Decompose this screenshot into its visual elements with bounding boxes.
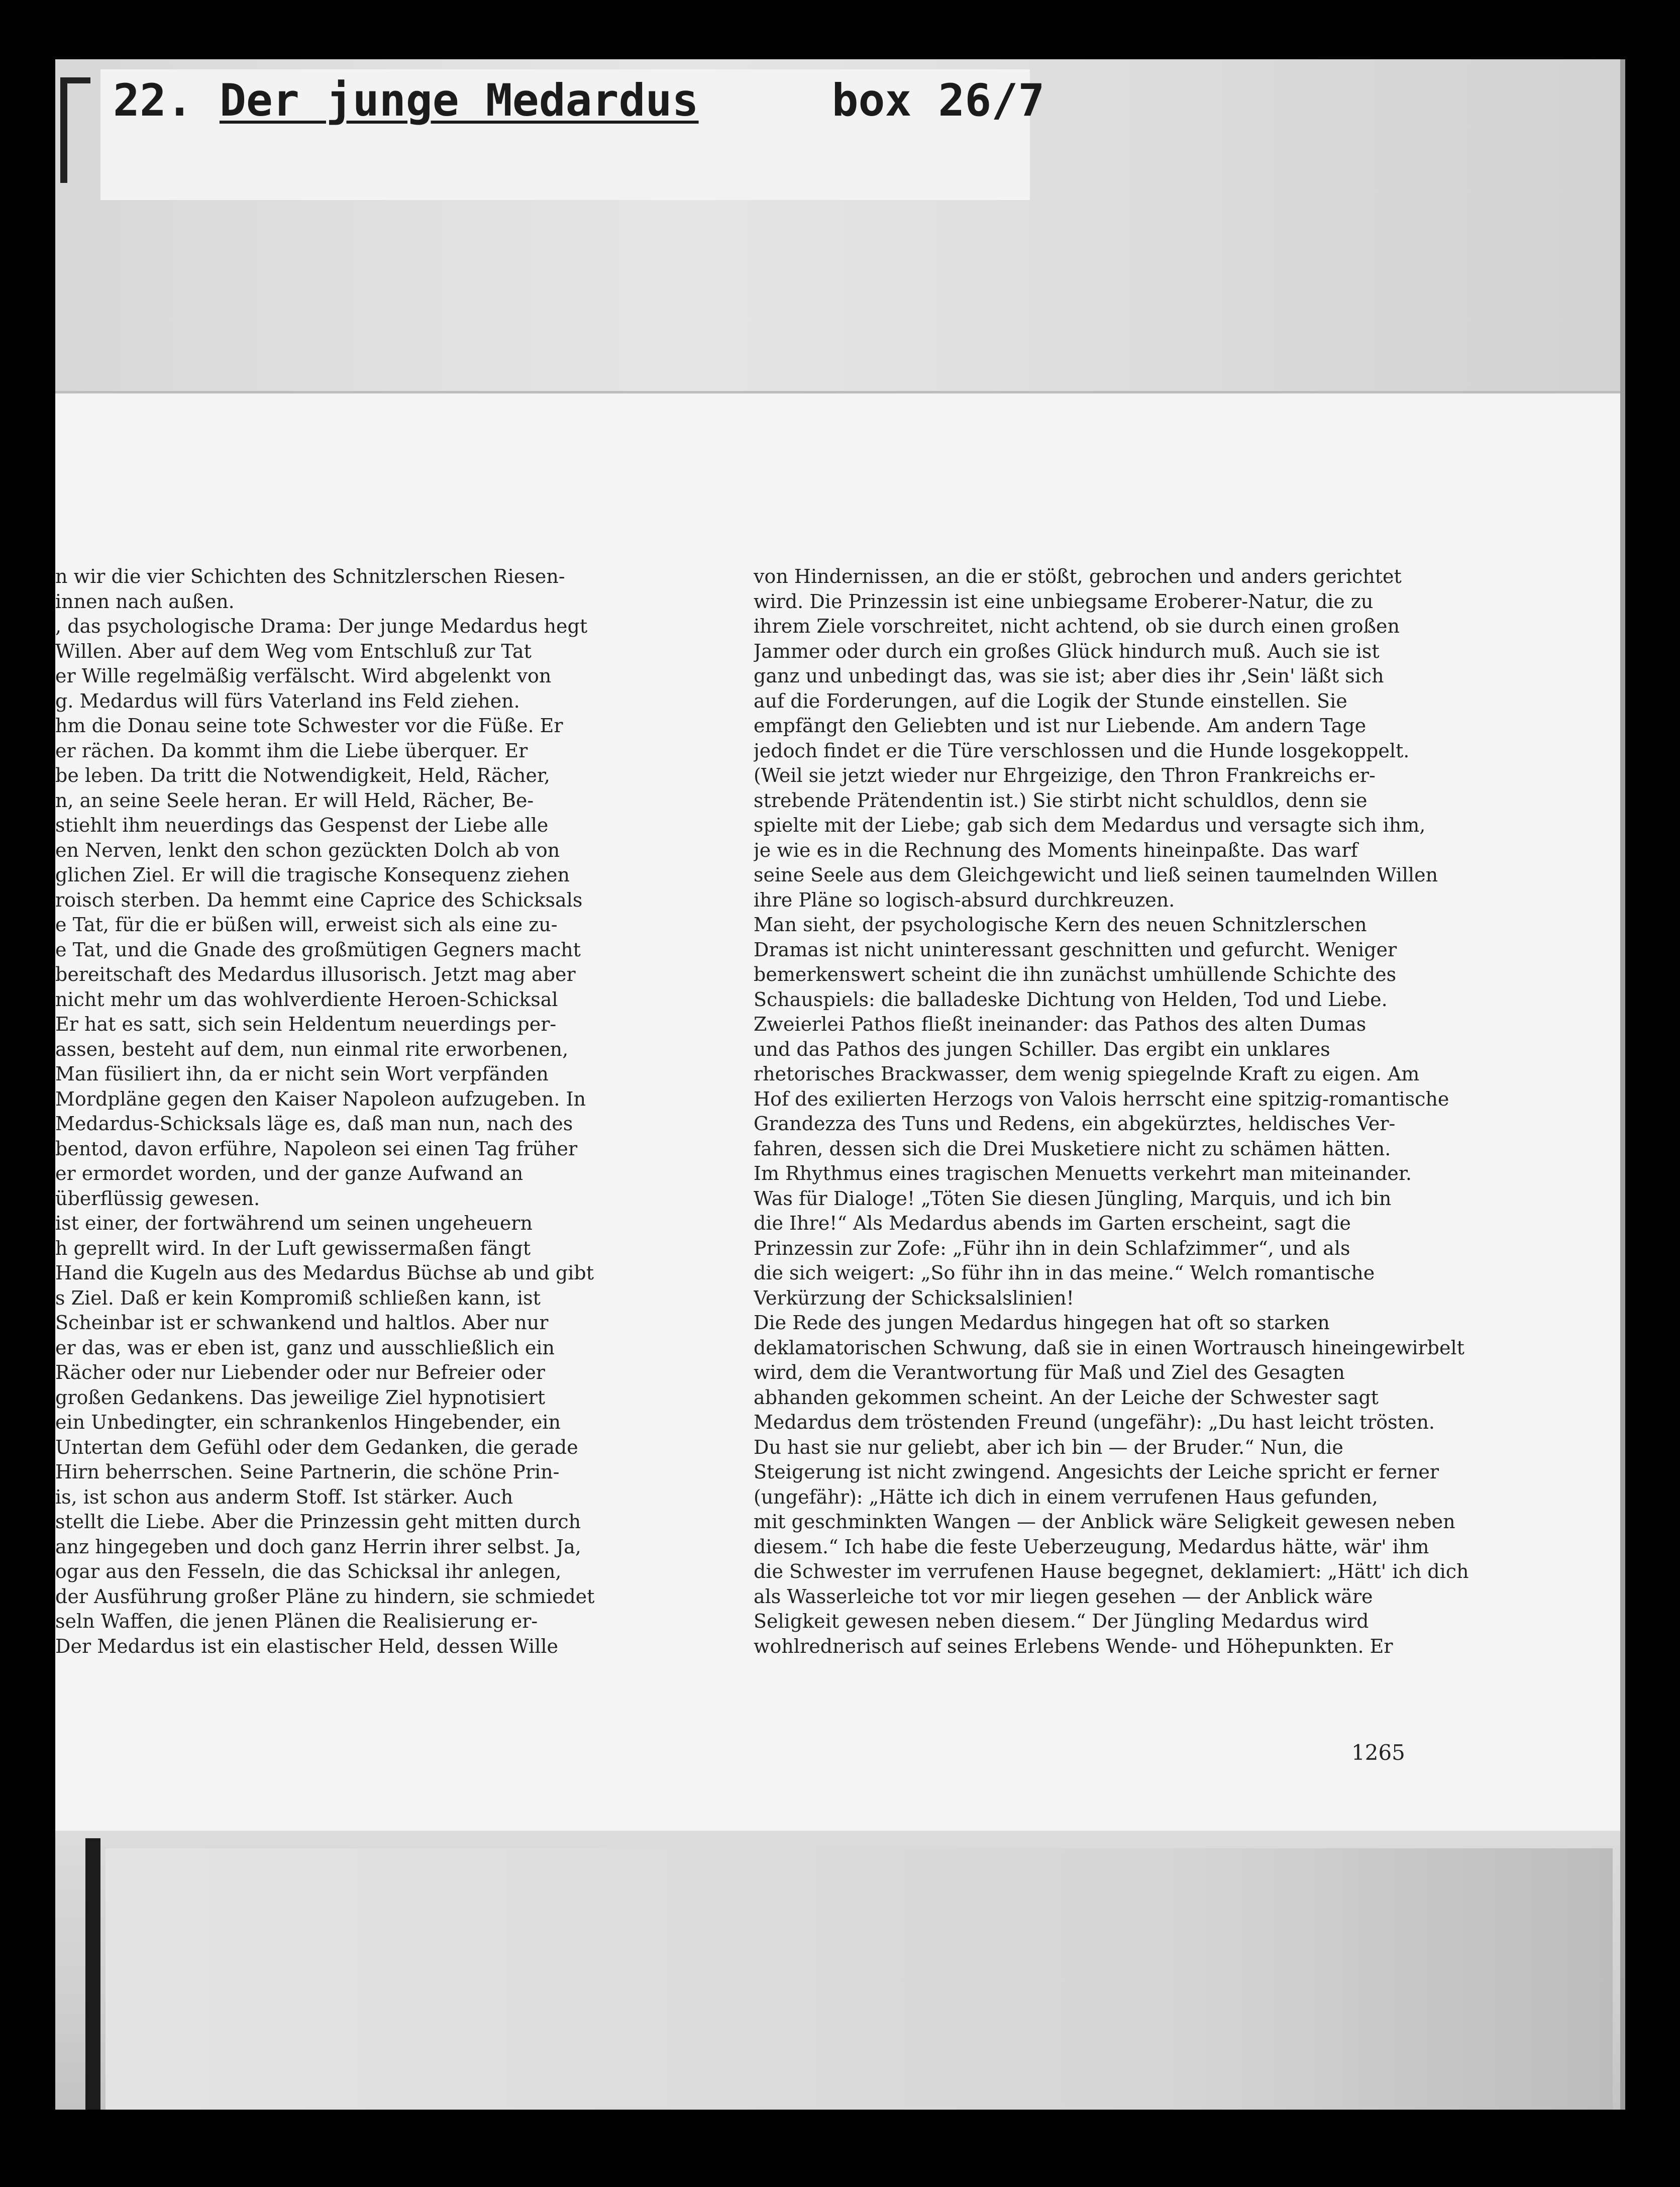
- text-line: Jammer oder durch ein großes Glück hindurch muß. Auch sie ist: [754, 640, 1380, 662]
- index-number: 22.: [113, 74, 193, 126]
- bottom-panel: [106, 1848, 1613, 2110]
- text-line: roisch sterben. Da hemmt eine Caprice des Schicksals: [55, 888, 583, 911]
- text-line: Steigerung ist nicht zwingend. Angesichts der Leiche spricht er ferner: [754, 1461, 1439, 1483]
- text-line: Zweierlei Pathos fließt ineinander: das Pathos des alten Dumas: [754, 1013, 1367, 1035]
- text-line: als Wasserleiche tot vor mir liegen gesehen — der Anblick wäre: [754, 1585, 1373, 1608]
- index-box: box 26/7: [831, 74, 1045, 126]
- text-line: und das Pathos des jungen Schiller. Das ergibt ein unklares: [754, 1038, 1330, 1060]
- text-line: wohlrednerisch auf seines Erlebens Wende- und Höhepunkten. Er: [754, 1635, 1393, 1657]
- text-line: n wir die vier Schichten des Schnitzlerschen Riesen-: [55, 565, 565, 587]
- text-line: ganz und unbedingt das, was sie ist; aber dies ihr ‚Sein' läßt sich: [754, 665, 1384, 687]
- text-line: stiehlt ihm neuerdings das Gespenst der Liebe alle: [55, 814, 549, 836]
- text-line: bereitschaft des Medardus illusorisch. Jetzt mag aber: [55, 963, 576, 985]
- text-line: Die Rede des jungen Medardus hingegen hat oft so starken: [754, 1312, 1330, 1334]
- text-line: abhanden gekommen scheint. An der Leiche der Schwester sagt: [754, 1386, 1379, 1409]
- text-line: die Schwester im verrufenen Hause begegnet, deklamiert: „Hätt' ich dich: [754, 1560, 1469, 1582]
- text-line: anz hingegeben und doch ganz Herrin ihrer selbst. Ja,: [55, 1535, 581, 1558]
- text-line: von Hindernissen, an die er stößt, gebrochen und anders gerichtet: [754, 565, 1402, 587]
- text-line: seine Seele aus dem Gleichgewicht und ließ seinen taumelnden Willen: [754, 864, 1438, 886]
- text-line: Mordpläne gegen den Kaiser Napoleon aufzugeben. In: [55, 1087, 586, 1110]
- text-line: ein Unbedingter, ein schrankenlos Hingebender, ein: [55, 1411, 561, 1433]
- text-line: jedoch findet er die Türe verschlossen und die Hunde losgekoppelt.: [754, 739, 1410, 762]
- text-line: , das psychologische Drama: Der junge Medardus hegt: [55, 615, 588, 637]
- text-line: die Ihre!“ Als Medardus abends im Garten erscheint, sagt die: [754, 1212, 1351, 1234]
- text-line: seln Waffen, die jenen Plänen die Realisierung er-: [55, 1610, 538, 1632]
- text-line: fahren, dessen sich die Drei Musketiere nicht zu schämen hätten.: [754, 1137, 1391, 1160]
- text-line: Medardus dem tröstenden Freund (ungefähr): „Du hast leicht trösten.: [754, 1411, 1435, 1433]
- corner-bracket-mark: [60, 77, 67, 183]
- text-line: stellt die Liebe. Aber die Prinzessin geht mitten durch: [55, 1511, 581, 1533]
- text-line: wird. Die Prinzessin ist eine unbiegsame Eroberer-Natur, die zu: [754, 590, 1374, 613]
- text-line: s Ziel. Daß er kein Kompromiß schließen kann, ist: [55, 1286, 541, 1309]
- text-line: Du hast sie nur geliebt, aber ich bin — der Bruder.“ Nun, die: [754, 1436, 1343, 1458]
- text-line: er rächen. Da kommt ihm die Liebe überquer. Er: [55, 739, 528, 762]
- text-line: en Nerven, lenkt den schon gezückten Dolch ab von: [55, 839, 560, 861]
- text-line: Schauspiels: die balladeske Dichtung von Helden, Tod und Liebe.: [754, 988, 1388, 1011]
- text-line: Scheinbar ist er schwankend und haltlos. Aber nur: [55, 1312, 549, 1334]
- text-line: wird, dem die Verantwortung für Maß und Ziel des Gesagten: [754, 1361, 1345, 1383]
- right-edge-shadow: [1620, 59, 1625, 2110]
- text-line: (Weil sie jetzt wieder nur Ehrgeizige, den Thron Frankreichs er-: [754, 764, 1376, 786]
- text-line: Im Rhythmus eines tragischen Menuetts verkehrt man miteinander.: [754, 1162, 1412, 1184]
- text-line: je wie es in die Rechnung des Moments hineinpaßte. Das warf: [754, 839, 1358, 861]
- text-line: mit geschminkten Wangen — der Anblick wäre Seligkeit gewesen neben: [754, 1511, 1455, 1533]
- text-line: Er hat es satt, sich sein Heldentum neuerdings per-: [55, 1013, 557, 1035]
- text-line: Untertan dem Gefühl oder dem Gedanken, die gerade: [55, 1436, 578, 1458]
- text-line: die sich weigert: „So führ ihn in das meine.“ Welch romantische: [754, 1262, 1375, 1284]
- text-line: der Ausführung großer Pläne zu hindern, sie schmiedet: [55, 1585, 595, 1608]
- text-line: Grandezza des Tuns und Redens, ein abgekürztes, heldisches Ver-: [754, 1113, 1396, 1135]
- text-line: überflüssig gewesen.: [55, 1187, 260, 1210]
- text-line: innen nach außen.: [55, 590, 235, 613]
- index-title: Der junge Medardus: [219, 74, 699, 126]
- text-line: spielte mit der Liebe; gab sich dem Medardus und versagte sich ihm,: [754, 814, 1426, 836]
- left-text-column: [55, 564, 603, 1659]
- text-line: Prinzessin zur Zofe: „Führ ihn in dein Schlafzimmer“, und als: [754, 1237, 1350, 1259]
- text-line: (ungefähr): „Hätte ich dich in einem verrufenen Haus gefunden,: [754, 1485, 1378, 1508]
- text-line: hm die Donau seine tote Schwester vor die Füße. Er: [55, 715, 563, 737]
- text-line: Willen. Aber auf dem Weg vom Entschluß zur Tat: [55, 640, 532, 662]
- text-line: Was für Dialoge! „Töten Sie diesen Jüngling, Marquis, und ich bin: [754, 1187, 1392, 1210]
- text-line: bentod, davon erführe, Napoleon sei einen Tag früher: [55, 1137, 578, 1160]
- text-line: Verkürzung der Schicksalslinien!: [754, 1286, 1074, 1309]
- text-line: diesem.“ Ich habe die feste Ueberzeugung, Medardus hätte, wär' ihm: [754, 1535, 1429, 1558]
- text-line: assen, besteht auf dem, nun einmal rite erworbenen,: [55, 1038, 569, 1060]
- text-line: glichen Ziel. Er will die tragische Konsequenz ziehen: [55, 864, 570, 886]
- text-line: ogar aus den Fesseln, die das Schicksal ihr anlegen,: [55, 1560, 562, 1582]
- text-line: Der Medardus ist ein elastischer Held, dessen Wille: [55, 1635, 558, 1657]
- text-line: Seligkeit gewesen neben diesem.“ Der Jüngling Medardus wird: [754, 1610, 1369, 1632]
- text-line: nicht mehr um das wohlverdiente Heroen-Schicksal: [55, 988, 558, 1011]
- text-line: e Tat, für die er büßen will, erweist sich als eine zu-: [55, 914, 558, 936]
- bottom-edge-bar: [85, 1838, 100, 2110]
- text-line: Dramas ist nicht uninteressant geschnitten und gefurcht. Weniger: [754, 938, 1397, 961]
- microfilm-frame: [55, 59, 1625, 2110]
- text-line: empfängt den Geliebten und ist nur Liebende. Am andern Tage: [754, 715, 1367, 737]
- text-line: h geprellt wird. In der Luft gewissermaßen fängt: [55, 1237, 531, 1259]
- text-line: Medardus-Schicksals läge es, daß man nun, nach des: [55, 1113, 573, 1135]
- text-line: Rächer oder nur Liebender oder nur Befreier oder: [55, 1361, 545, 1383]
- text-line: ihrem Ziele vorschreitet, nicht achtend, ob sie durch einen großen: [754, 615, 1400, 637]
- text-line: g. Medardus will fürs Vaterland ins Feld ziehen.: [55, 689, 520, 712]
- text-line: er das, was er eben ist, ganz und ausschließlich ein: [55, 1336, 555, 1359]
- text-line: e Tat, und die Gnade des großmütigen Gegners macht: [55, 938, 581, 961]
- text-line: Hand die Kugeln aus des Medardus Büchse ab und gibt: [55, 1262, 594, 1284]
- text-line: Hof des exilierten Herzogs von Valois herrscht eine spitzig-romantische: [754, 1087, 1449, 1110]
- text-line: ist einer, der fortwährend um seinen ungeheuern: [55, 1212, 533, 1234]
- text-line: strebende Prätendentin ist.) Sie stirbt nicht schuldlos, denn sie: [754, 789, 1368, 812]
- text-line: Hirn beherrschen. Seine Partnerin, die schöne Prin-: [55, 1461, 560, 1483]
- text-line: Man füsiliert ihn, da er nicht sein Wort verpfänden: [55, 1063, 549, 1085]
- text-line: deklamatorischen Schwung, daß sie in einen Wortrausch hineingewirbelt: [754, 1336, 1464, 1359]
- text-line: Man sieht, der psychologische Kern des neuen Schnitzlerschen: [754, 914, 1367, 936]
- text-line: er Wille regelmäßig verfälscht. Wird abgelenkt von: [55, 665, 552, 687]
- text-line: n, an seine Seele heran. Er will Held, Rächer, Be-: [55, 789, 534, 812]
- text-line: großen Gedankens. Das jeweilige Ziel hypnotisiert: [55, 1386, 545, 1409]
- text-line: rhetorisches Brackwasser, dem wenig spiegelnde Kraft zu eigen. Am: [754, 1063, 1420, 1085]
- page-number: 1265: [1351, 1740, 1405, 1765]
- text-line: auf die Forderungen, auf die Logik der Stunde einstellen. Sie: [754, 689, 1347, 712]
- right-text-column: [754, 564, 1477, 1659]
- text-line: is, ist schon aus anderm Stoff. Ist stärker. Auch: [55, 1485, 513, 1508]
- text-line: bemerkenswert scheint die ihn zunächst umhüllende Schichte des: [754, 963, 1397, 985]
- index-label-text: [113, 74, 1044, 126]
- text-line: er ermordet worden, und der ganze Aufwand an: [55, 1162, 523, 1184]
- text-line: ihre Pläne so logisch-absurd durchkreuzen.: [754, 888, 1175, 911]
- text-line: be leben. Da tritt die Notwendigkeit, Held, Rächer,: [55, 764, 550, 786]
